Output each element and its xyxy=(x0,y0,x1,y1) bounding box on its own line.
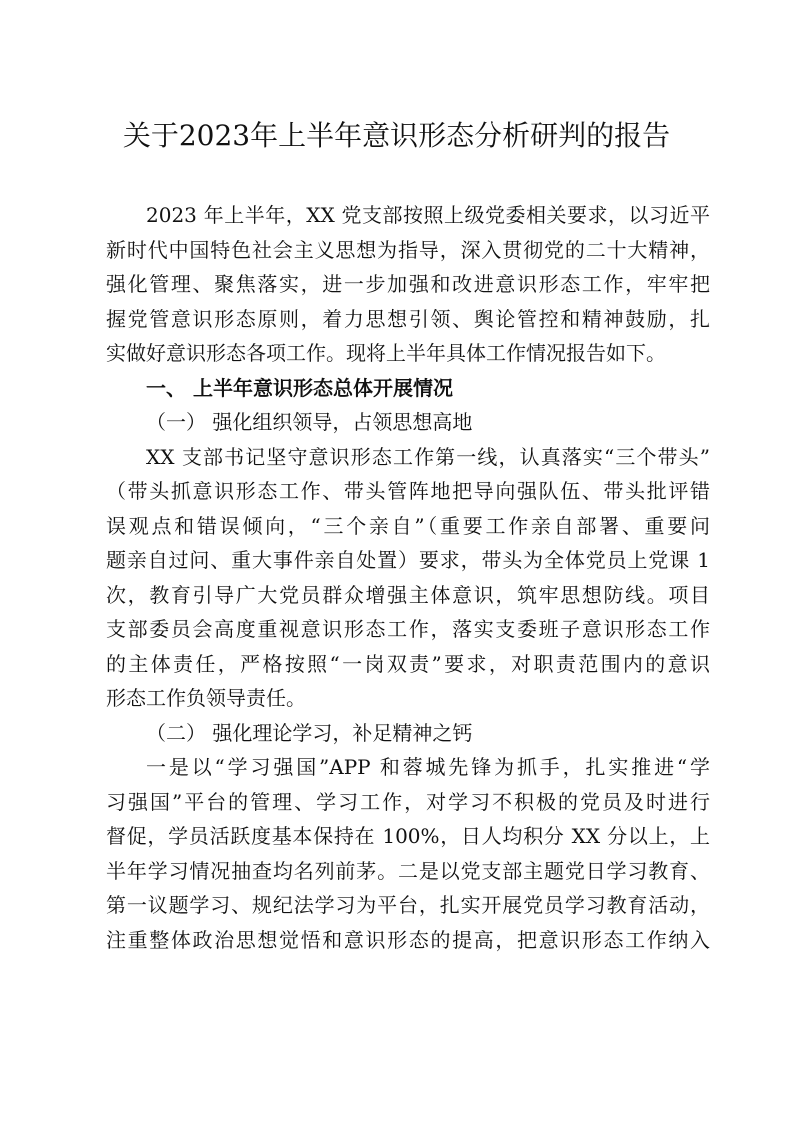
paragraph-line: 注重整体政治思想觉悟和意识形态的提高，把意识形态工作纳入 xyxy=(106,927,710,952)
paragraph-line: 的主体责任，严格按照“一岗双责”要求，对职责范围内的意识 xyxy=(106,651,710,676)
paragraph-line: 半年学习情况抽查均名列前茅。二是以党支部主题党日学习教育、 xyxy=(106,858,710,883)
paragraph-line: 强化管理、聚焦落实，进一步加强和改进意识形态工作，牢牢把 xyxy=(106,272,710,296)
paragraph-line: 形态工作负领导责任。 xyxy=(106,686,306,710)
paragraph-line: 实做好意识形态各项工作。现将上半年具体工作情况报告如下。 xyxy=(106,341,666,365)
paragraph-line: 支部委员会高度重视意识形态工作，落实支委班子意识形态工作 xyxy=(106,617,710,641)
paragraph-line: 2023 年上半年，XX 党支部按照上级党委相关要求，以习近平 xyxy=(146,203,710,227)
subsection-heading: （一） 强化组织领导，占领思想高地 xyxy=(146,410,473,434)
document-title: 关于2023年上半年意识形态分析研判的报告 xyxy=(122,119,671,152)
paragraph-line: 新时代中国特色社会主义思想为指导，深入贯彻党的二十大精神， xyxy=(106,237,710,262)
paragraph-line: 握党管意识形态原则，着力思想引领、舆论管控和精神鼓励，扎 xyxy=(106,306,710,331)
paragraph-line: 一是以“学习强国”APP 和蓉城先锋为抓手，扎实推进“学 xyxy=(146,755,710,779)
paragraph-line: 题亲自过问、重大事件亲自处置）要求，带头为全体党员上党课 1 xyxy=(106,548,710,572)
paragraph-line: 督促，学员活跃度基本保持在 100%，日人均积分 XX 分以上，上 xyxy=(106,824,710,848)
paragraph-line: 误观点和错误倾向，“三个亲自”（重要工作亲自部署、重要问 xyxy=(106,513,710,538)
subsection-heading: （二） 强化理论学习，补足精神之钙 xyxy=(146,720,473,745)
section-heading: 一、 上半年意识形态总体开展情况 xyxy=(146,375,453,400)
paragraph-line: （带头抓意识形态工作、带头管阵地把导向强队伍、带头批评错 xyxy=(106,479,710,503)
paragraph-line: 次，教育引导广大党员群众增强主体意识，筑牢思想防线。项目 xyxy=(106,582,710,607)
paragraph-line: XX 支部书记坚守意识形态工作第一线，认真落实“三个带头” xyxy=(146,444,710,469)
paragraph-line: 习强国”平台的管理、学习工作，对学习不积极的党员及时进行 xyxy=(106,789,710,814)
paragraph-line: 第一议题学习、规纪法学习为平台，扎实开展党员学习教育活动， xyxy=(106,893,710,917)
document-body xyxy=(106,198,710,957)
